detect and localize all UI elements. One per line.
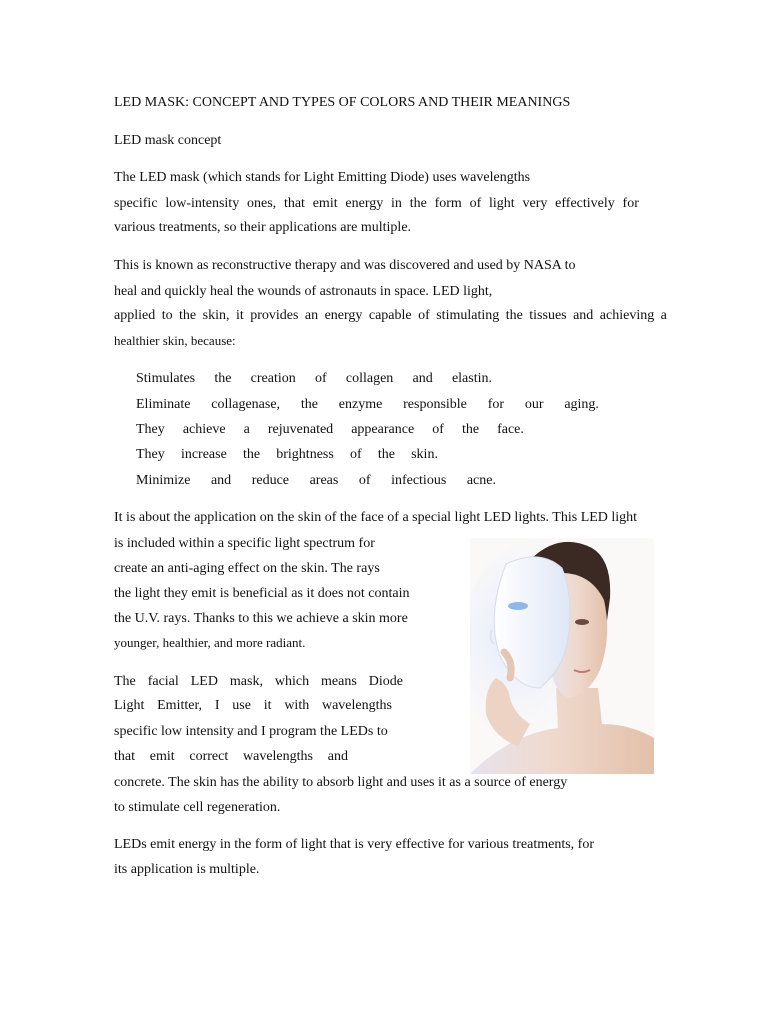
- word: an: [304, 308, 319, 323]
- word: creation: [250, 371, 296, 386]
- list-item: [136, 446, 438, 464]
- word: the: [505, 308, 523, 323]
- word: achieve: [182, 422, 226, 437]
- word: it: [263, 698, 272, 713]
- word: it: [235, 308, 244, 323]
- paragraph-line: its application is multiple.: [114, 862, 260, 877]
- word: light: [489, 196, 515, 211]
- word: They: [136, 422, 165, 437]
- word: specific: [114, 196, 158, 211]
- paragraph-line: LEDs emit energy in the form of light that is very effective for various treatments, for: [114, 837, 595, 852]
- word: elastin.: [451, 371, 492, 386]
- word: brightness: [276, 447, 334, 462]
- led-mask-illustration: [470, 538, 654, 774]
- word: ones,: [246, 196, 277, 211]
- word: the: [409, 196, 427, 211]
- word: emit: [149, 749, 175, 764]
- word: acne.: [466, 473, 496, 488]
- list-item: [136, 472, 496, 490]
- word: low-intensity: [165, 196, 240, 211]
- word: LED: [190, 674, 218, 689]
- word: the: [214, 371, 232, 386]
- paragraph-line: [114, 307, 667, 325]
- word: of: [314, 371, 327, 386]
- paragraph-line: concrete. The skin has the ability to absorb light and uses it as a source of energy: [114, 775, 568, 790]
- word: the: [179, 308, 197, 323]
- paragraph-line: This is known as reconstructive therapy and was discovered and used by NASA to: [114, 258, 576, 273]
- word: enzyme: [338, 397, 383, 412]
- word: means: [321, 674, 357, 689]
- word: They: [136, 447, 165, 462]
- word: energy: [345, 196, 384, 211]
- word: for: [487, 397, 505, 412]
- word: infectious: [391, 473, 447, 488]
- word: I: [214, 698, 220, 713]
- word: very: [522, 196, 548, 211]
- word: Diode: [368, 674, 403, 689]
- paragraph-line: healthier skin, because:: [114, 333, 236, 348]
- list-item: [136, 370, 492, 388]
- paragraph-line: [114, 673, 403, 691]
- word: facial: [147, 674, 179, 689]
- word: of: [432, 422, 444, 437]
- word: of: [358, 473, 371, 488]
- word: the: [242, 447, 261, 462]
- document-title: LED MASK: CONCEPT AND TYPES OF COLORS AND THEIR MEANINGS: [114, 95, 571, 110]
- word: stimulating: [436, 308, 500, 323]
- word: which: [274, 674, 310, 689]
- word: correct: [189, 749, 229, 764]
- paragraph-line: [114, 748, 348, 766]
- word: areas: [309, 473, 339, 488]
- word: that: [114, 749, 135, 764]
- word: reduce: [251, 473, 290, 488]
- paragraph-line: [114, 697, 392, 715]
- word: of: [469, 196, 482, 211]
- word: wavelengths: [321, 698, 392, 713]
- paragraph-line: younger, healthier, and more radiant.: [114, 635, 306, 650]
- word: collagenase,: [211, 397, 281, 412]
- paragraph-line: It is about the application on the skin of the face of a special light LED lights. This LED light: [114, 510, 638, 525]
- word: provides: [250, 308, 299, 323]
- word: Eliminate: [136, 397, 191, 412]
- word: Light: [114, 698, 145, 713]
- word: a: [660, 308, 667, 323]
- word: and: [210, 473, 232, 488]
- word: applied: [114, 308, 156, 323]
- paragraph-line: is included within a specific light spectrum for: [114, 536, 375, 551]
- paragraph-line: the light they emit is beneficial as it does not contain: [114, 586, 410, 601]
- word: increase: [180, 447, 227, 462]
- section-subtitle: LED mask concept: [114, 133, 222, 148]
- word: tissues: [529, 308, 567, 323]
- word: the: [300, 397, 318, 412]
- word: face.: [497, 422, 524, 437]
- led-mask-photo: [470, 538, 654, 774]
- word: skin,: [202, 308, 230, 323]
- word: use: [232, 698, 251, 713]
- word: in: [391, 196, 402, 211]
- word: mask,: [229, 674, 263, 689]
- word: the: [461, 422, 480, 437]
- word: that: [283, 196, 305, 211]
- word: Emitter,: [157, 698, 203, 713]
- word: aging.: [564, 397, 599, 412]
- paragraph-line: various treatments, so their applications are multiple.: [114, 220, 412, 235]
- word: responsible: [403, 397, 467, 412]
- word: for: [622, 196, 639, 211]
- word: Stimulates: [136, 371, 196, 386]
- word: and: [573, 308, 594, 323]
- word: form: [434, 196, 462, 211]
- paragraph-line: heal and quickly heal the wounds of astronauts in space. LED light,: [114, 284, 493, 299]
- word: of: [418, 308, 430, 323]
- word: a: [243, 422, 250, 437]
- paragraph-line: the U.V. rays. Thanks to this we achieve a skin more: [114, 611, 408, 626]
- paragraph-line: specific low intensity and I program the LEDs to: [114, 724, 388, 739]
- word: appearance: [351, 422, 415, 437]
- list-item: [136, 396, 599, 414]
- paragraph-line: create an anti-aging effect on the skin. The rays: [114, 561, 380, 576]
- word: of: [349, 447, 362, 462]
- word: wavelengths: [243, 749, 313, 764]
- word: and: [412, 371, 433, 386]
- word: achieving: [599, 308, 655, 323]
- word: capable: [368, 308, 412, 323]
- word: our: [524, 397, 544, 412]
- list-item: [136, 421, 524, 439]
- word: rejuvenated: [267, 422, 334, 437]
- paragraph-line: The LED mask (which stands for Light Emitting Diode) uses wavelengths: [114, 170, 531, 185]
- word: to: [161, 308, 173, 323]
- word: skin.: [411, 447, 438, 462]
- word: The: [114, 674, 136, 689]
- word: collagen: [345, 371, 394, 386]
- paragraph-line: [114, 195, 639, 213]
- word: effectively: [555, 196, 615, 211]
- word: and: [327, 749, 348, 764]
- word: energy: [324, 308, 363, 323]
- paragraph-line: to stimulate cell regeneration.: [114, 800, 281, 815]
- word: the: [377, 447, 395, 462]
- word: with: [284, 698, 310, 713]
- word: emit: [312, 196, 338, 211]
- word: Minimize: [136, 473, 191, 488]
